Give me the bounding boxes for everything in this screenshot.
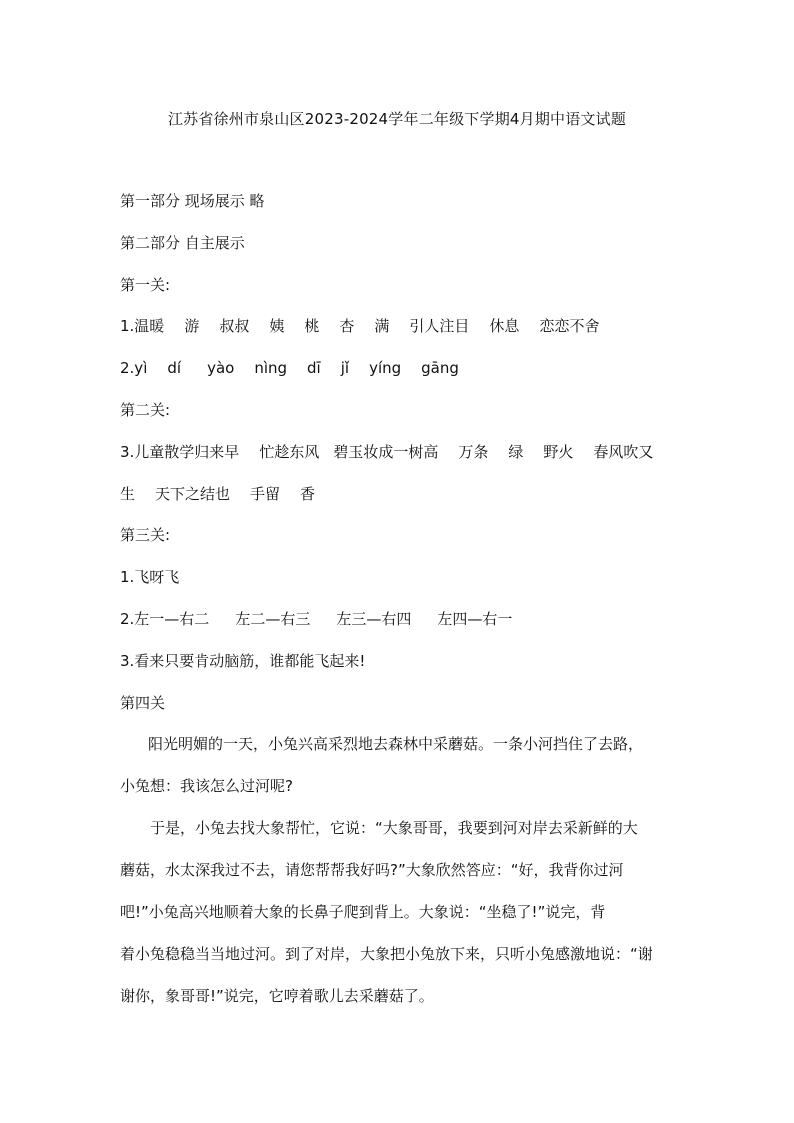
- answer-item: 生: [120, 485, 136, 503]
- answer-item: 游: [184, 317, 200, 335]
- answer-item: 左二—右三: [235, 610, 311, 628]
- pinyin-item: dī: [307, 359, 321, 377]
- pinyin-item: yíng: [369, 359, 402, 377]
- answer-item: 叔叔: [219, 317, 250, 335]
- level1-q2: [120, 357, 459, 379]
- answer-item: 1.温暖: [120, 317, 165, 335]
- level3-q1: 1.飞呀飞: [120, 568, 180, 586]
- answer-item: 休息: [489, 317, 520, 335]
- passage-line: 小兔想：我该怎么过河呢?: [120, 777, 293, 795]
- answer-item: 满: [374, 317, 390, 335]
- level3-q3: 3.看来只要肯动脑筋，谁都能飞起来!: [120, 652, 366, 670]
- answer-item: 引人注目: [409, 317, 470, 335]
- answer-item: 左四—右一: [437, 610, 513, 628]
- level3-q2: [120, 608, 512, 630]
- passage-line: 于是，小兔去找大象帮忙，它说：“大象哥哥，我要到河对岸去采新鲜的大: [150, 819, 638, 837]
- answer-item: 手留: [250, 485, 281, 503]
- passage-line: 谢你，象哥哥!”说完，它哼着歌儿去采蘑菇了。: [120, 987, 434, 1005]
- answer-item: 姨: [269, 317, 285, 335]
- answer-item: 杏: [339, 317, 355, 335]
- part2-line: 第二部分 自主展示: [120, 234, 245, 252]
- answer-item: 万条: [458, 443, 489, 461]
- passage-line: 着小兔稳稳当当地过河。到了对岸，大象把小兔放下来，只听小兔感激地说：“谢: [120, 945, 653, 963]
- page-title: 江苏省徐州市泉山区2023-2024学年二年级下学期4月期中语文试题: [167, 110, 627, 128]
- answer-item: 绿: [508, 443, 524, 461]
- pinyin-item: dí: [167, 359, 182, 377]
- level2-q3-line2: [120, 483, 315, 505]
- answer-item: 香: [300, 485, 316, 503]
- answer-item: 碧玉妆成一树高: [333, 443, 439, 461]
- answer-item: 恋恋不舍: [539, 317, 600, 335]
- level1-heading: 第一关:: [120, 276, 171, 294]
- level4-heading: 第四关: [120, 694, 166, 712]
- answer-item: 野火: [543, 443, 574, 461]
- pinyin-item: yào: [207, 359, 235, 377]
- pinyin-item: 2.yì: [120, 359, 148, 377]
- passage-line: 阳光明媚的一天，小兔兴高采烈地去森林中采蘑菇。一条小河挡住了去路，: [148, 735, 644, 753]
- passage-line: 吧!”小兔高兴地顺着大象的长鼻子爬到背上。大象说：“坐稳了!”说完，背: [120, 903, 606, 921]
- pinyin-item: nìng: [254, 359, 288, 377]
- answer-item: 天下之结也: [155, 485, 231, 503]
- level2-heading: 第二关:: [120, 401, 171, 419]
- answer-item: 2.左一—右二: [120, 610, 210, 628]
- level3-heading: 第三关:: [120, 526, 171, 544]
- answer-item: 春风吹又: [593, 443, 654, 461]
- pinyin-item: jǐ: [340, 359, 350, 377]
- answer-item: 左三—右四: [336, 610, 412, 628]
- answer-item: 3.儿童散学归来早: [120, 443, 240, 461]
- answer-item: 桃: [304, 317, 320, 335]
- pinyin-item: gāng: [421, 359, 459, 377]
- level2-q3-line1: [120, 441, 653, 463]
- passage-line: 蘑菇，水太深我过不去，请您帮帮我好吗?”大象欣然答应：“好，我背你过河: [120, 861, 624, 879]
- level1-q1: [120, 315, 599, 337]
- answer-item: 忙趁东风: [259, 443, 320, 461]
- part1-line: 第一部分 现场展示 略: [120, 192, 265, 210]
